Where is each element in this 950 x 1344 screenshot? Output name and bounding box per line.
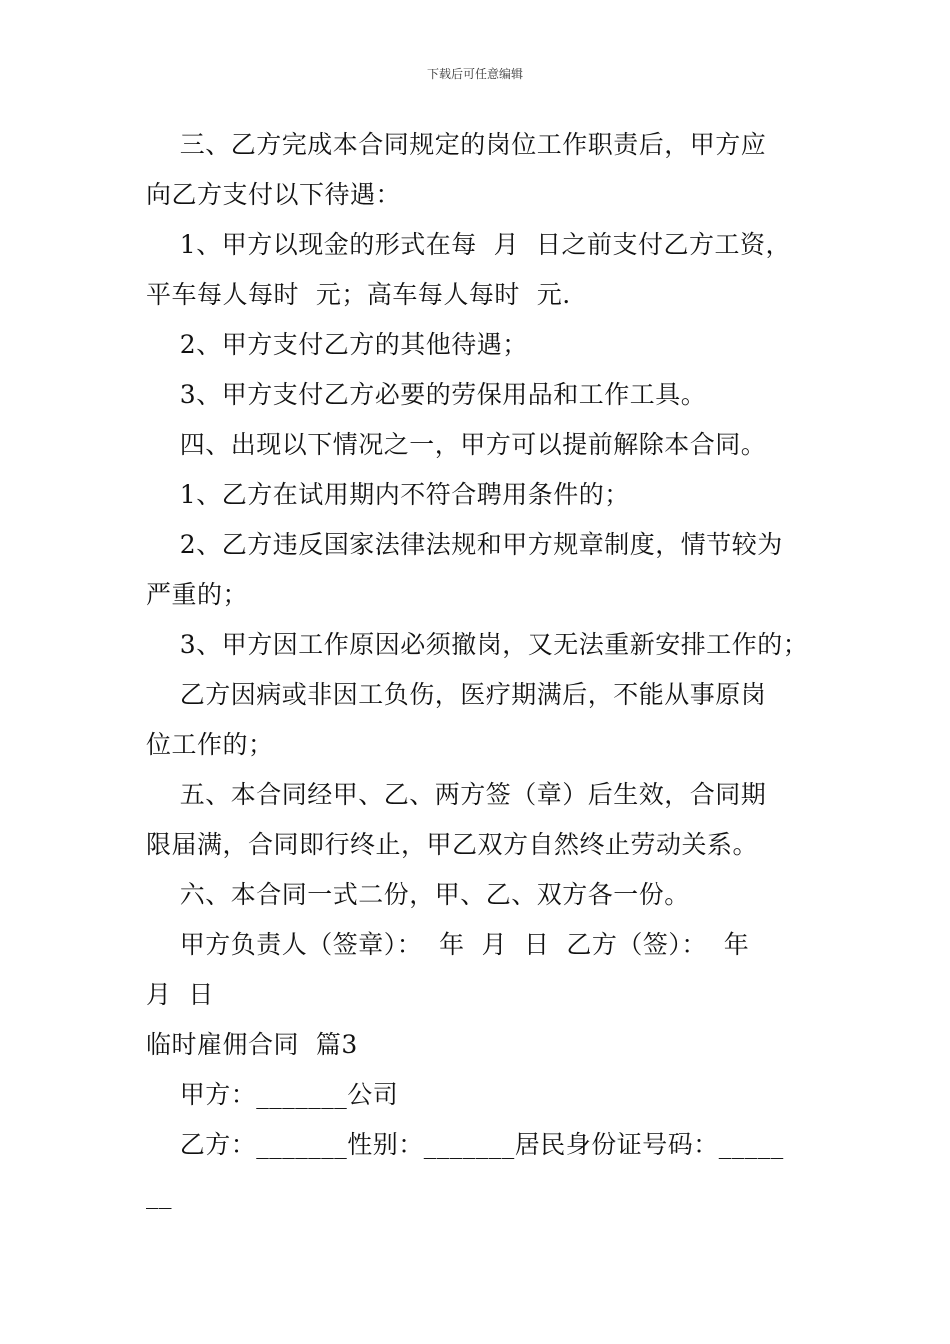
signature-line: 甲方负责人（签章）： 年 月 日 乙方（签）： 年	[146, 930, 750, 959]
paragraph-line: 1、甲方以现金的形式在每 月 日之前支付乙方工资，	[146, 230, 791, 259]
paragraph-line: 2、甲方支付乙方的其他待遇；	[146, 330, 528, 359]
paragraph-line: 向乙方支付以下待遇：	[146, 180, 402, 209]
paragraph-line: 乙方因病或非因工负伤，医疗期满后，不能从事原岗	[146, 680, 767, 709]
party-b-line: 乙方：_______性别：_______居民身份证号码：_____	[146, 1130, 784, 1159]
paragraph-line: 限届满，合同即行终止，甲乙双方自然终止劳动关系。	[146, 830, 759, 859]
page-header: 下载后可任意编辑	[426, 67, 523, 81]
paragraph-line: 六、本合同一式二份，甲、乙、双方各一份。	[146, 880, 690, 909]
paragraph-line: 3、甲方因工作原因必须撤岗，又无法重新安排工作的；	[146, 630, 809, 659]
paragraph-line: 平车每人每时 元；高车每人每时 元.	[146, 280, 571, 309]
paragraph-line: 五、本合同经甲、乙、两方签（章）后生效，合同期	[146, 780, 767, 809]
party-b-line-continued: __	[146, 1180, 172, 1209]
paragraph-line: 严重的；	[146, 580, 249, 609]
section-title: 临时雇佣合同 篇3	[146, 1030, 358, 1059]
paragraph-line: 2、乙方违反国家法律法规和甲方规章制度，情节较为	[146, 530, 783, 559]
paragraph-line: 四、出现以下情况之一，甲方可以提前解除本合同。	[146, 430, 767, 459]
paragraph-line: 3、甲方支付乙方必要的劳保用品和工作工具。	[146, 380, 707, 409]
party-a-line: 甲方：_______公司	[146, 1080, 399, 1109]
signature-line: 月 日	[146, 980, 214, 1009]
paragraph-line: 位工作的；	[146, 730, 274, 759]
paragraph-line: 三、乙方完成本合同规定的岗位工作职责后，甲方应	[146, 130, 767, 159]
paragraph-line: 1、乙方在试用期内不符合聘用条件的；	[146, 480, 630, 509]
